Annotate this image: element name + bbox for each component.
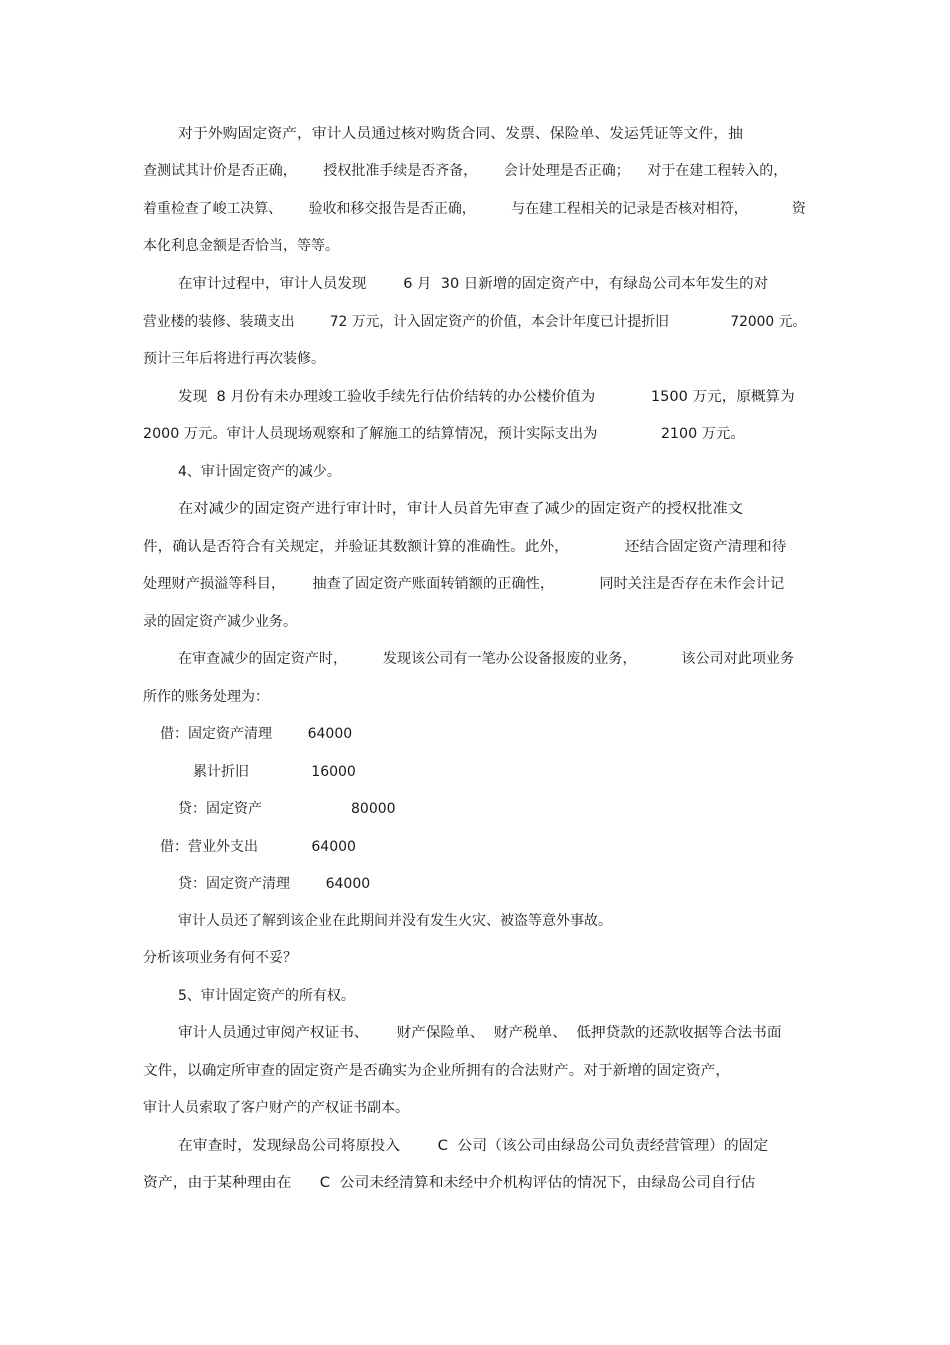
text-line: 2000 万元。审计人员现场观察和了解施工的结算情况，预计实际支出为 2100 万元。 <box>143 426 745 442</box>
text-line: 着重检查了峻工决算、 验收和移交报告是否正确， 与在建工程相关的记录是否核对相符， 资 <box>143 201 806 217</box>
text-line: 在审查减少的固定资产时， 发现该公司有一笔办公设备报废的业务， 该公司对此项业务 <box>178 651 795 667</box>
text-line: 处理财产损溢等科目， 抽查了固定资产账面转销额的正确性， 同时关注是否存在未作会计记 <box>143 576 785 592</box>
text-line: 对于外购固定资产，审计人员通过核对购货合同、发票、保险单、发运凭证等文件，抽 <box>178 126 743 142</box>
text-line: 营业楼的装修、装璜支出 72 万元，计入固定资产的价值，本会计年度已计提折旧 72000 元。 <box>143 314 807 330</box>
question-line: 分析该项业务有何不妥？ <box>143 950 297 966</box>
text-line: 在对减少的固定资产进行审计时，审计人员首先审查了减少的固定资产的授权批准文 <box>178 501 743 517</box>
journal-entry-credit: 贷：固定资产清理 64000 <box>178 876 371 892</box>
journal-entry-debit: 累计折旧 16000 <box>193 764 356 780</box>
text-line: 录的固定资产减少业务。 <box>143 614 297 630</box>
text-line: 资产，由于某种理由在 C 公司未经清算和未经中介机构评估的情况下，由绿岛公司自行估 <box>143 1175 756 1191</box>
text-line: 查测试其计价是否正确， 授权批准手续是否齐备， 会计处理是否正确； 对于在建工程转入的， <box>143 163 788 179</box>
journal-entry-credit: 贷：固定资产 80000 <box>178 801 396 817</box>
text-line: 审计人员还了解到该企业在此期间并没有发生火灾、被盗等意外事故。 <box>178 913 612 929</box>
text-line: 所作的账务处理为： <box>143 689 269 705</box>
text-line: 审计人员通过审阅产权证书、 财产保险单、 财产税单、 低押贷款的还款收据等合法书面 <box>178 1025 782 1041</box>
section-heading: 5、审计固定资产的所有权。 <box>178 988 355 1004</box>
text-line: 文件，以确定所审查的固定资产是否确实为企业所拥有的合法财产。对于新增的固定资产， <box>143 1063 730 1079</box>
journal-entry-debit: 借：营业外支出 64000 <box>160 839 356 855</box>
text-line: 审计人员索取了客户财产的产权证书副本。 <box>143 1100 409 1116</box>
text-line: 在审查时，发现绿岛公司将原投入 C 公司（该公司由绿岛公司负责经营管理）的固定 <box>178 1138 769 1154</box>
text-line: 发现 8 月份有未办理竣工验收手续先行估价结转的办公楼价值为 1500 万元，原概算为 <box>178 389 795 405</box>
section-heading: 4、审计固定资产的减少。 <box>178 464 341 480</box>
text-line: 在审计过程中，审计人员发现 6 月 30 日新增的固定资产中，有绿岛公司本年发生的对 <box>178 276 769 292</box>
text-line: 预计三年后将进行再次装修。 <box>143 351 325 367</box>
text-line: 件，确认是否符合有关规定，并验证其数额计算的准确性。此外， 还结合固定资产清理和待 <box>143 539 787 555</box>
journal-entry-debit: 借：固定资产清理 64000 <box>160 726 353 742</box>
text-line: 本化利息金额是否恰当，等等。 <box>143 238 339 254</box>
